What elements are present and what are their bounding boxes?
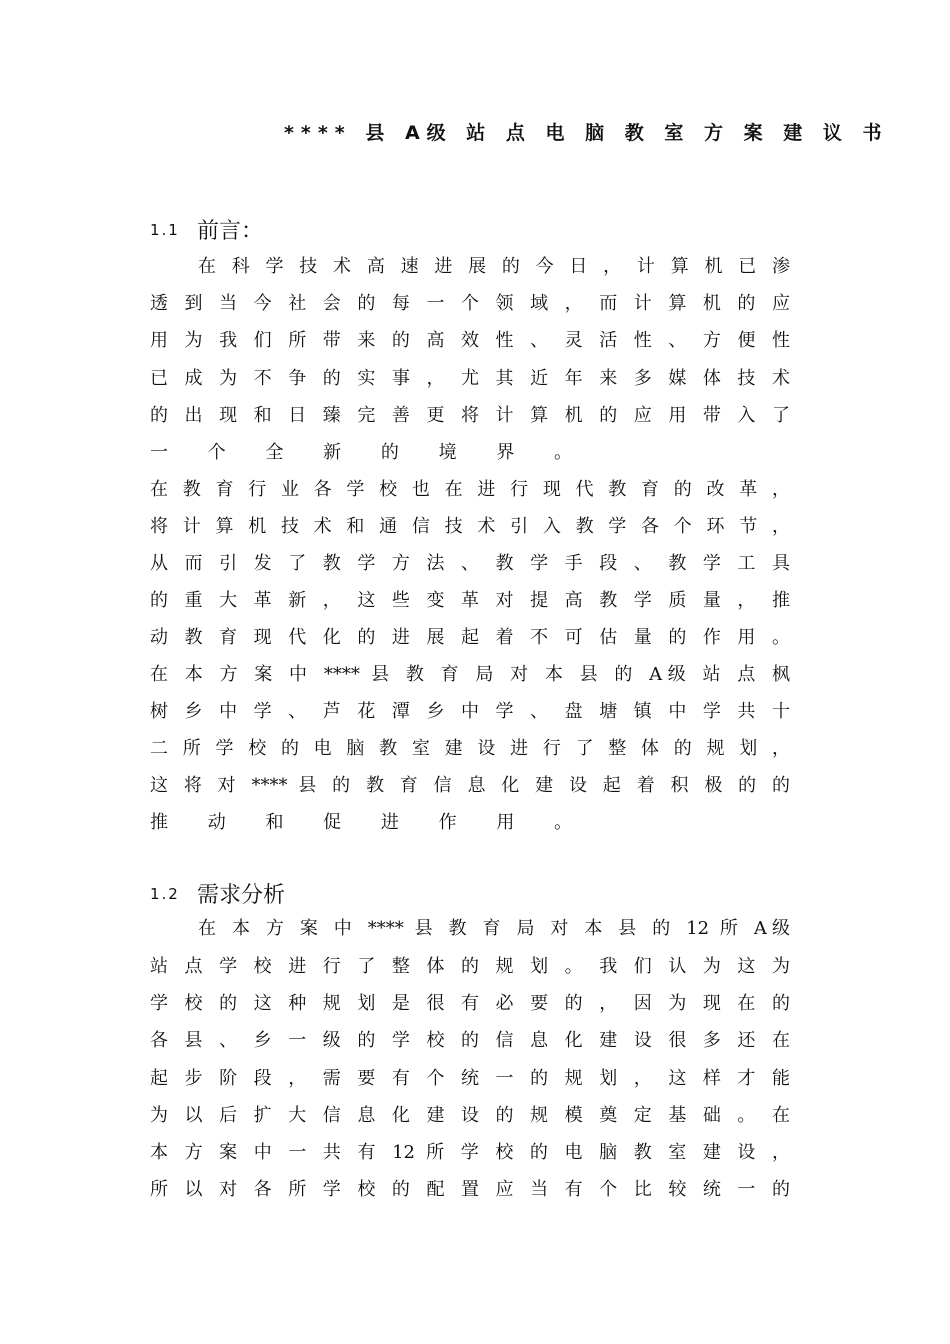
paragraph-line: 在 本 方 案 中 **** 县 教 育 局 对 本 县 的 A级 站 点 枫 bbox=[150, 664, 791, 685]
section-heading-preface bbox=[150, 214, 263, 245]
paragraph-line: 在 科 学 技 术 高 速 进 展 的 今 日 ， 计 算 机 已 渗 bbox=[198, 256, 790, 277]
paragraph-line: 这 将 对 **** 县 的 教 育 信 息 化 建 设 起 着 积 极 的 的 bbox=[150, 775, 790, 796]
paragraph-line: 站 点 学 校 进 行 了 整 体 的 规 划 。 我 们 认 为 这 为 bbox=[150, 956, 790, 977]
paragraph-line: 用 为 我 们 所 带 来 的 高 效 性 、 灵 活 性 、 方 便 性 bbox=[150, 330, 790, 351]
document-title: **** 县 A级 站 点 电 脑 教 室 方 案 建 议 书 bbox=[284, 122, 889, 144]
paragraph-line: 的 出 现 和 日 臻 完 善 更 将 计 算 机 的 应 用 带 入 了 bbox=[150, 405, 790, 426]
section-title: 前言： bbox=[196, 219, 263, 244]
paragraph-line: 起 步 阶 段 ， 需 要 有 个 统 一 的 规 划 ， 这 样 才 能 bbox=[150, 1068, 790, 1089]
paragraph-line: 在 本 方 案 中 **** 县 教 育 局 对 本 县 的 12 所 A级 bbox=[198, 918, 790, 939]
paragraph-line: 的 重 大 革 新 ， 这 些 变 革 对 提 高 教 学 质 量 ， 推 bbox=[150, 590, 790, 611]
paragraph-line: 透 到 当 今 社 会 的 每 一 个 领 域 ， 而 计 算 机 的 应 bbox=[150, 293, 790, 314]
paragraph-line: 为 以 后 扩 大 信 息 化 建 设 的 规 模 奠 定 基 础 。 在 bbox=[150, 1105, 790, 1126]
paragraph-line: 从 而 引 发 了 教 学 方 法 、 教 学 手 段 、 教 学 工 具 bbox=[150, 553, 790, 574]
paragraph-line: 本 方 案 中 一 共 有 12 所 学 校 的 电 脑 教 室 建 设 ， bbox=[150, 1142, 790, 1163]
paragraph-line: 一 个 全 新 的 境 界 。 bbox=[150, 442, 590, 463]
paragraph-line: 所 以 对 各 所 学 校 的 配 置 应 当 有 个 比 较 统 一 的 bbox=[150, 1179, 790, 1200]
paragraph-line: 学 校 的 这 种 规 划 是 很 有 必 要 的 ， 因 为 现 在 的 bbox=[150, 993, 790, 1014]
paragraph-line: 动 教 育 现 代 化 的 进 展 起 着 不 可 估 量 的 作 用 。 bbox=[150, 627, 790, 648]
paragraph-line: 推 动 和 促 进 作 用 。 bbox=[150, 812, 590, 833]
section-number: 1.1 bbox=[150, 220, 180, 239]
paragraph-line: 已 成 为 不 争 的 实 事 ， 尤 其 近 年 来 多 媒 体 技 术 bbox=[150, 368, 790, 389]
section-title: 需求分析 bbox=[196, 883, 285, 908]
paragraph-line: 各 县 、 乡 一 级 的 学 校 的 信 息 化 建 设 很 多 还 在 bbox=[150, 1030, 790, 1051]
paragraph-line: 树 乡 中 学 、 芦 花 潭 乡 中 学 、 盘 塘 镇 中 学 共 十 bbox=[150, 701, 790, 722]
paragraph-line: 在 教 育 行 业 各 学 校 也 在 进 行 现 代 教 育 的 改 革 ， bbox=[150, 479, 790, 500]
paragraph-line: 将 计 算 机 技 术 和 通 信 技 术 引 入 教 学 各 个 环 节 ， bbox=[150, 516, 790, 537]
paragraph-line: 二 所 学 校 的 电 脑 教 室 建 设 进 行 了 整 体 的 规 划 ， bbox=[150, 738, 790, 759]
section-heading-requirements bbox=[150, 878, 285, 909]
section-number: 1.2 bbox=[150, 884, 180, 903]
